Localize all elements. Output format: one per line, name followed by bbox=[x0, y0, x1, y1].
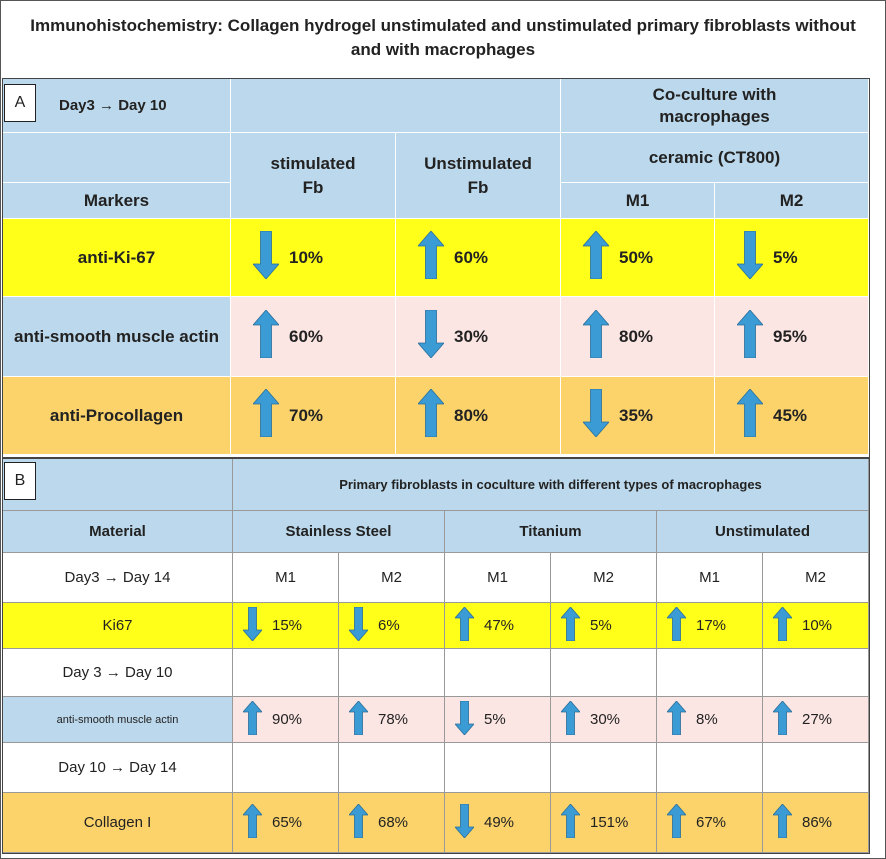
value-text: 80% bbox=[619, 326, 654, 346]
panel-b-empty-cell bbox=[339, 743, 445, 793]
value-text: 80% bbox=[454, 405, 489, 425]
panel-b-empty-cell bbox=[233, 743, 339, 793]
panel-b-m1: M1 bbox=[445, 553, 551, 603]
value-text: 27% bbox=[802, 711, 833, 728]
value-text: 60% bbox=[289, 326, 324, 346]
value-text: 67% bbox=[696, 814, 727, 831]
panel-a-row-label: anti-Procollagen bbox=[3, 377, 231, 455]
panel-a-blank-header bbox=[231, 79, 561, 133]
arrow-down-icon bbox=[418, 310, 444, 363]
arrow-up-icon bbox=[561, 804, 580, 842]
arrow-down-icon bbox=[455, 701, 474, 739]
panel-b-m2: M2 bbox=[763, 553, 869, 603]
arrow-up-icon bbox=[773, 804, 792, 842]
arrow-up-icon bbox=[773, 607, 792, 645]
panel-b bbox=[2, 458, 870, 854]
panel-a-value-cell bbox=[231, 297, 396, 377]
panel-b-value-cell bbox=[763, 697, 869, 743]
value-text: 5% bbox=[590, 617, 612, 634]
panel-b-m1: M1 bbox=[233, 553, 339, 603]
panel-b-time-3: Day 10 → Day 14 bbox=[3, 743, 233, 793]
panel-a-ceramic: ceramic (CT800) bbox=[561, 133, 869, 183]
arrow-up-icon bbox=[349, 701, 368, 739]
panel-a-time: Day3 → Day 10 bbox=[3, 79, 231, 133]
value-text: 30% bbox=[590, 711, 621, 728]
arrow-down-icon bbox=[253, 231, 279, 279]
arrow-up-icon bbox=[243, 701, 262, 735]
arrow-up-icon bbox=[583, 231, 609, 279]
panel-b-empty-cell bbox=[763, 743, 869, 793]
panel-a-value-cell bbox=[231, 219, 396, 297]
value-text: 15% bbox=[272, 617, 303, 634]
arrow-up-icon bbox=[243, 804, 262, 838]
arrow-up-icon bbox=[667, 701, 686, 739]
arrow-up-icon bbox=[773, 607, 792, 641]
arrow-up-icon bbox=[561, 607, 580, 645]
arrow-down-icon bbox=[583, 389, 609, 442]
panel-b-empty-cell bbox=[551, 649, 657, 697]
arrow-up-icon bbox=[349, 804, 368, 838]
panel-a-row-label: anti-smooth muscle actin bbox=[3, 297, 231, 377]
value-text: 10% bbox=[289, 247, 324, 267]
value-text: 17% bbox=[696, 617, 727, 634]
value-text: 151% bbox=[590, 814, 629, 831]
arrow-up-icon bbox=[667, 804, 686, 842]
value-text: 90% bbox=[272, 711, 303, 728]
panel-b-material-steel: Stainless Steel bbox=[233, 511, 445, 553]
value-text: 5% bbox=[773, 247, 798, 267]
value-text: 30% bbox=[454, 326, 489, 346]
panel-b-material-unstim: Unstimulated bbox=[657, 511, 869, 553]
value-text: 5% bbox=[484, 711, 506, 728]
panel-a-row-label: anti-Ki-67 bbox=[3, 219, 231, 297]
panel-a-coculture: Co-culture with macrophages bbox=[561, 79, 869, 133]
arrow-up-icon bbox=[737, 389, 763, 442]
arrow-up-icon bbox=[349, 804, 368, 842]
panel-b-value-cell bbox=[657, 697, 763, 743]
panel-b-value-cell bbox=[763, 793, 869, 853]
panel-a bbox=[2, 78, 870, 458]
arrow-up-icon bbox=[243, 701, 262, 739]
arrow-up-icon bbox=[583, 310, 609, 363]
arrow-up-icon bbox=[667, 607, 686, 641]
panel-a-unstim-header: Unstimulated Fb bbox=[396, 133, 561, 219]
panel-b-value-cell bbox=[657, 793, 763, 853]
arrow-up-icon bbox=[667, 701, 686, 735]
panel-b-empty-cell bbox=[339, 649, 445, 697]
panel-b-value-cell bbox=[551, 697, 657, 743]
panel-a-m2: M2 bbox=[715, 183, 869, 219]
arrow-up-icon bbox=[418, 231, 444, 284]
arrow-up-icon bbox=[253, 389, 279, 437]
arrow-up-icon bbox=[583, 231, 609, 284]
panel-a-value-cell bbox=[231, 377, 396, 455]
panel-b-time-2: Day 3 → Day 10 bbox=[3, 649, 233, 697]
panel-a-value-cell bbox=[561, 377, 715, 455]
panel-b-m2: M2 bbox=[551, 553, 657, 603]
arrow-up-icon bbox=[561, 804, 580, 838]
panel-b-value-cell bbox=[763, 603, 869, 649]
arrow-down-icon bbox=[349, 607, 368, 645]
arrow-down-icon bbox=[349, 607, 368, 641]
panel-b-value-cell bbox=[233, 697, 339, 743]
arrow-up-icon bbox=[561, 607, 580, 641]
panel-b-empty-cell bbox=[445, 743, 551, 793]
panel-b-value-cell bbox=[445, 697, 551, 743]
panel-a-blank-left bbox=[3, 133, 231, 183]
panel-b-value-cell bbox=[551, 603, 657, 649]
arrow-down-icon bbox=[455, 804, 474, 838]
panel-b-m1: M1 bbox=[657, 553, 763, 603]
arrow-up-icon bbox=[455, 607, 474, 641]
panel-a-value-cell bbox=[396, 297, 561, 377]
arrow-down-icon bbox=[737, 231, 763, 279]
arrow-up-icon bbox=[773, 804, 792, 838]
value-text: 6% bbox=[378, 617, 400, 634]
panel-a-value-cell bbox=[715, 219, 869, 297]
panel-b-header: Primary fibroblasts in coculture with different types of macrophages bbox=[233, 459, 869, 511]
panel-a-value-cell bbox=[561, 297, 715, 377]
arrow-down-icon bbox=[737, 231, 763, 284]
value-text: 45% bbox=[773, 405, 808, 425]
panel-b-empty-cell bbox=[551, 743, 657, 793]
panel-b-value-cell bbox=[339, 603, 445, 649]
arrow-down-icon bbox=[455, 804, 474, 842]
panel-a-value-cell bbox=[396, 219, 561, 297]
panel-a-value-cell bbox=[396, 377, 561, 455]
arrow-up-icon bbox=[561, 701, 580, 739]
arrow-up-icon bbox=[583, 310, 609, 358]
panel-b-row-label: Collagen I bbox=[3, 793, 233, 853]
arrow-up-icon bbox=[418, 389, 444, 437]
panel-b-row-label: anti-smooth muscle actin bbox=[3, 697, 233, 743]
panel-b-empty-cell bbox=[657, 743, 763, 793]
panel-a-value-cell bbox=[715, 297, 869, 377]
panel-b-corner bbox=[3, 459, 233, 511]
arrow-up-icon bbox=[455, 607, 474, 645]
arrow-up-icon bbox=[737, 389, 763, 437]
arrow-up-icon bbox=[418, 231, 444, 279]
value-text: 78% bbox=[378, 711, 409, 728]
value-text: 60% bbox=[454, 247, 489, 267]
panel-a-stim-header: stimulated Fb bbox=[231, 133, 396, 219]
arrow-up-icon bbox=[418, 389, 444, 442]
panel-b-empty-cell bbox=[763, 649, 869, 697]
arrow-up-icon bbox=[773, 701, 792, 739]
panel-b-empty-cell bbox=[233, 649, 339, 697]
value-text: 50% bbox=[619, 247, 654, 267]
arrow-up-icon bbox=[667, 804, 686, 838]
panel-b-material-label: Material bbox=[3, 511, 233, 553]
value-text: 95% bbox=[773, 326, 808, 346]
arrow-down-icon bbox=[418, 310, 444, 358]
arrow-down-icon bbox=[455, 701, 474, 735]
panel-b-value-cell bbox=[657, 603, 763, 649]
panel-b-m2: M2 bbox=[339, 553, 445, 603]
value-text: 65% bbox=[272, 814, 303, 831]
panel-b-row-label: Ki67 bbox=[3, 603, 233, 649]
arrow-up-icon bbox=[737, 310, 763, 363]
panel-b-value-cell bbox=[551, 793, 657, 853]
arrow-up-icon bbox=[349, 701, 368, 735]
value-text: 68% bbox=[378, 814, 409, 831]
panel-b-value-cell bbox=[445, 603, 551, 649]
figure-title: Immunohistochemistry: Collagen hydrogel unstimulated and unstimulated primary fibroblasts without and with macrophages bbox=[30, 16, 856, 59]
panel-a-m1: M1 bbox=[561, 183, 715, 219]
value-text: 8% bbox=[696, 711, 718, 728]
arrow-up-icon bbox=[773, 701, 792, 735]
value-text: 70% bbox=[289, 405, 324, 425]
arrow-down-icon bbox=[583, 389, 609, 437]
arrow-up-icon bbox=[253, 310, 279, 363]
arrow-up-icon bbox=[737, 310, 763, 358]
panel-b-time-1: Day3 → Day 14 bbox=[3, 553, 233, 603]
arrow-down-icon bbox=[253, 231, 279, 284]
value-text: 10% bbox=[802, 617, 833, 634]
arrow-down-icon bbox=[243, 607, 262, 645]
panel-b-empty-cell bbox=[657, 649, 763, 697]
panel-a-value-cell bbox=[715, 377, 869, 455]
panel-b-value-cell bbox=[339, 793, 445, 853]
panel-a-value-cell bbox=[561, 219, 715, 297]
value-text: 86% bbox=[802, 814, 833, 831]
panel-b-value-cell bbox=[445, 793, 551, 853]
arrow-up-icon bbox=[243, 804, 262, 842]
arrow-up-icon bbox=[253, 389, 279, 442]
panel-b-value-cell bbox=[233, 793, 339, 853]
arrow-down-icon bbox=[243, 607, 262, 641]
value-text: 49% bbox=[484, 814, 515, 831]
arrow-up-icon bbox=[253, 310, 279, 358]
arrow-up-icon bbox=[561, 701, 580, 735]
panel-b-value-cell bbox=[233, 603, 339, 649]
value-text: 35% bbox=[619, 405, 654, 425]
value-text: 47% bbox=[484, 617, 515, 634]
panel-b-value-cell bbox=[339, 697, 445, 743]
panel-b-material-titanium: Titanium bbox=[445, 511, 657, 553]
arrow-up-icon bbox=[667, 607, 686, 645]
panel-b-empty-cell bbox=[445, 649, 551, 697]
panel-b-letter: B bbox=[4, 462, 36, 500]
panel-a-letter: A bbox=[4, 84, 36, 122]
panel-a-markers: Markers bbox=[3, 183, 231, 219]
